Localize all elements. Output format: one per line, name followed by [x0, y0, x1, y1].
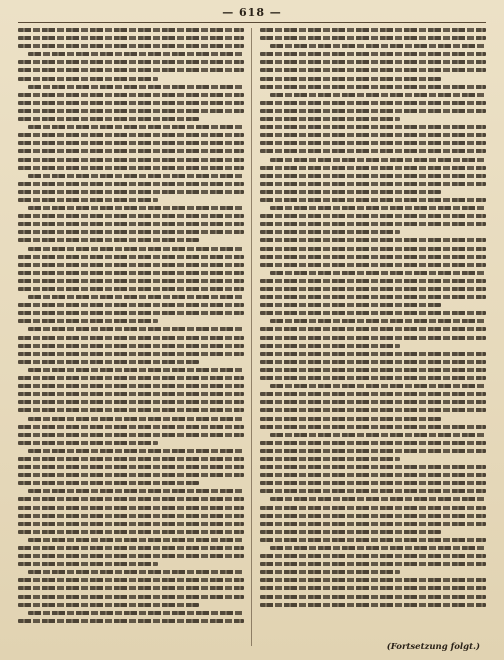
- text-line: [260, 449, 486, 453]
- text-line: [18, 109, 244, 113]
- text-line: [260, 182, 486, 186]
- text-line: [260, 255, 486, 259]
- text-line: [260, 327, 486, 331]
- text-line: [18, 530, 244, 534]
- text-line: [260, 311, 486, 315]
- text-line: [18, 190, 244, 194]
- text-line: [28, 417, 244, 421]
- text-line: [260, 336, 486, 340]
- text-line: [270, 206, 486, 210]
- text-line: [260, 586, 486, 590]
- text-line: [260, 214, 486, 218]
- text-line: [260, 60, 486, 64]
- text-line: [18, 141, 244, 145]
- text-line: [18, 77, 158, 81]
- text-line: [260, 489, 486, 493]
- text-line: [18, 376, 244, 380]
- text-line: [260, 457, 400, 461]
- text-line: [18, 425, 244, 429]
- header-rule: [18, 22, 486, 23]
- text-line: [270, 319, 486, 323]
- text-line: [18, 263, 244, 267]
- text-line: [18, 586, 244, 590]
- text-line: [260, 295, 486, 299]
- text-line: [270, 44, 486, 48]
- text-line: [18, 384, 244, 388]
- text-line: [18, 392, 244, 396]
- text-line: [18, 319, 158, 323]
- text-line: [18, 230, 244, 234]
- text-line: [260, 562, 486, 566]
- text-line: [260, 344, 400, 348]
- text-line: [260, 570, 400, 574]
- text-line: [260, 101, 486, 105]
- text-line: [260, 166, 486, 170]
- text-line: [260, 554, 486, 558]
- text-line: [28, 206, 244, 210]
- text-line: [18, 441, 158, 445]
- text-line: [18, 158, 244, 162]
- text-line: [260, 400, 486, 404]
- text-line: [270, 433, 486, 437]
- continuation-note: (Fortsetzung folgt.): [386, 642, 480, 652]
- text-line: [260, 198, 486, 202]
- text-line: [260, 514, 486, 518]
- text-line: [18, 352, 244, 356]
- text-line: [28, 125, 244, 129]
- text-line: [270, 271, 486, 275]
- text-line: [260, 287, 486, 291]
- text-line: [18, 149, 244, 153]
- text-line: [260, 538, 486, 542]
- text-line: [260, 230, 400, 234]
- text-line: [260, 77, 441, 81]
- text-line: [28, 174, 244, 178]
- right-text-column: [260, 28, 486, 648]
- text-line: [18, 287, 244, 291]
- text-line: [260, 85, 486, 89]
- text-line: [270, 546, 486, 550]
- text-line: [18, 101, 244, 105]
- text-line: [260, 603, 486, 607]
- text-line: [18, 166, 244, 170]
- text-line: [260, 68, 486, 72]
- text-line: [18, 28, 244, 32]
- text-line: [18, 60, 244, 64]
- text-line: [260, 133, 486, 137]
- text-line: [260, 506, 486, 510]
- text-line: [260, 247, 486, 251]
- text-line: [260, 117, 400, 121]
- text-line: [260, 473, 486, 477]
- text-line: [260, 530, 441, 534]
- text-line: [18, 433, 244, 437]
- text-line: [18, 465, 244, 469]
- text-line: [260, 522, 486, 526]
- text-line: [260, 441, 486, 445]
- text-line: [260, 279, 486, 283]
- text-line: [18, 279, 244, 283]
- text-line: [260, 481, 486, 485]
- text-line: [28, 538, 244, 542]
- text-line: [260, 149, 486, 153]
- text-line: [28, 247, 244, 251]
- text-line: [18, 506, 244, 510]
- text-line: [260, 36, 486, 40]
- text-line: [260, 222, 486, 226]
- text-line: [270, 497, 486, 501]
- text-line: [260, 595, 486, 599]
- page-number: — 618 —: [222, 6, 282, 19]
- text-line: [18, 619, 244, 623]
- text-line: [270, 158, 486, 162]
- text-line: [18, 222, 244, 226]
- text-line: [18, 522, 244, 526]
- text-line: [260, 360, 486, 364]
- text-line: [28, 368, 244, 372]
- text-line: [18, 133, 244, 137]
- text-line: [18, 198, 158, 202]
- text-line: [270, 384, 486, 388]
- text-line: [28, 489, 244, 493]
- text-line: [260, 352, 486, 356]
- text-line: [260, 417, 441, 421]
- text-line: [18, 36, 244, 40]
- text-line: [260, 141, 486, 145]
- text-line: [18, 400, 244, 404]
- text-line: [260, 174, 486, 178]
- text-line: [18, 255, 244, 259]
- text-line: [270, 93, 486, 97]
- text-line: [18, 481, 199, 485]
- text-line: [18, 514, 244, 518]
- text-line: [260, 465, 486, 469]
- text-line: [18, 271, 244, 275]
- text-line: [18, 578, 244, 582]
- text-line: [18, 93, 244, 97]
- text-line: [18, 117, 199, 121]
- text-line: [260, 425, 486, 429]
- text-line: [18, 497, 244, 501]
- text-line: [260, 263, 486, 267]
- left-text-column: [18, 28, 244, 648]
- column-divider: [251, 28, 252, 646]
- text-line: [28, 327, 244, 331]
- text-line: [260, 368, 486, 372]
- text-line: [260, 190, 441, 194]
- text-line: [18, 336, 244, 340]
- text-line: [18, 408, 244, 412]
- text-line: [28, 570, 244, 574]
- text-line: [260, 578, 486, 582]
- text-line: [18, 595, 244, 599]
- text-line: [260, 238, 486, 242]
- text-line: [260, 109, 486, 113]
- text-line: [18, 182, 244, 186]
- text-line: [260, 28, 486, 32]
- text-line: [18, 360, 199, 364]
- text-line: [18, 214, 244, 218]
- text-line: [28, 611, 244, 615]
- text-line: [18, 344, 244, 348]
- text-line: [18, 554, 244, 558]
- text-line: [28, 85, 244, 89]
- text-line: [18, 68, 244, 72]
- text-line: [18, 546, 244, 550]
- text-line: [18, 238, 199, 242]
- text-line: [28, 449, 244, 453]
- text-line: [260, 376, 486, 380]
- text-line: [260, 303, 441, 307]
- text-line: [260, 392, 486, 396]
- text-line: [18, 473, 244, 477]
- text-line: [18, 562, 158, 566]
- text-line: [18, 44, 244, 48]
- text-line: [18, 603, 199, 607]
- text-line: [28, 52, 244, 56]
- text-line: [260, 408, 486, 412]
- text-line: [260, 52, 486, 56]
- text-line: [18, 303, 244, 307]
- text-line: [18, 457, 244, 461]
- text-line: [28, 295, 244, 299]
- text-line: [260, 125, 486, 129]
- text-line: [18, 311, 244, 315]
